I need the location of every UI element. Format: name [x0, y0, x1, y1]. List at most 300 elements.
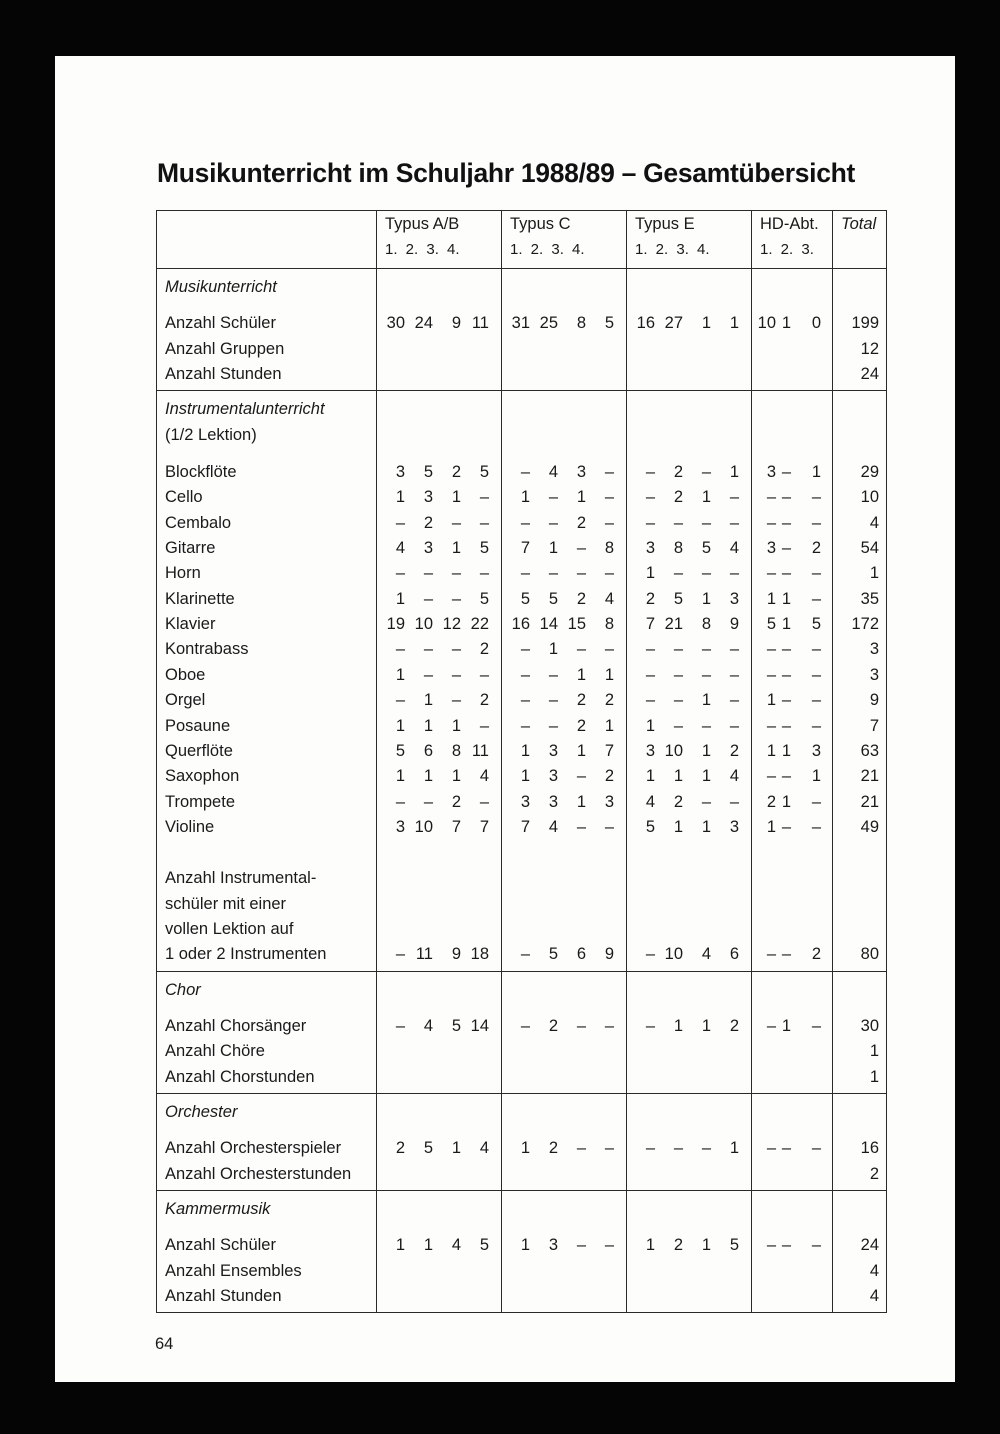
values-line	[752, 1284, 832, 1309]
values-line	[752, 1136, 832, 1161]
blank-line	[627, 978, 751, 1003]
value: –	[604, 513, 614, 532]
value: 3	[604, 792, 614, 811]
values-line	[627, 362, 751, 387]
label-cell	[157, 391, 377, 971]
value: –	[729, 716, 739, 735]
value: 3	[548, 767, 558, 786]
blank-line	[377, 892, 501, 917]
spacer	[157, 1309, 376, 1312]
value: –	[811, 665, 821, 684]
value: 4	[729, 539, 739, 558]
total-value: 16	[860, 1139, 879, 1158]
section-heading: Orchester	[165, 1102, 238, 1121]
value: 7	[520, 817, 530, 836]
summary-label-line: 1 oder 2 Instrumenten	[165, 945, 327, 964]
blank-line	[833, 1100, 886, 1125]
value: 5	[451, 1016, 461, 1035]
value: 11	[471, 741, 489, 760]
value: 2	[811, 539, 821, 558]
value: 3	[766, 539, 776, 558]
value: 10	[414, 817, 433, 836]
value: 18	[470, 945, 489, 964]
value: 10	[757, 314, 776, 333]
value: 4	[701, 945, 711, 964]
value: –	[604, 1236, 614, 1255]
value: –	[548, 513, 558, 532]
value: 1	[520, 488, 530, 507]
value: –	[604, 817, 614, 836]
value: –	[781, 564, 791, 583]
row-label: Trompete	[165, 792, 235, 811]
values-line	[377, 815, 501, 840]
value: –	[811, 817, 821, 836]
value: 30	[386, 314, 405, 333]
value: 7	[645, 615, 655, 634]
value: –	[781, 463, 791, 482]
blank-line	[502, 423, 626, 448]
row-label: Cembalo	[165, 513, 232, 532]
value: 27	[664, 314, 683, 333]
value: 9	[729, 615, 739, 634]
value: –	[548, 691, 558, 710]
value: 1	[548, 640, 558, 659]
row-label: Anzahl Schüler	[165, 314, 276, 333]
values-line	[627, 739, 751, 764]
values-cell-ab	[377, 1093, 502, 1190]
value: 16	[636, 314, 655, 333]
values-line	[377, 1065, 501, 1090]
section-heading: Chor	[165, 980, 201, 999]
row-label: Saxophon	[165, 767, 240, 786]
blank-line	[502, 892, 626, 917]
values-line	[377, 536, 501, 561]
row-label: Anzahl Gruppen	[165, 339, 285, 358]
value: –	[479, 564, 489, 583]
values-line	[377, 612, 501, 637]
value: 1	[645, 767, 655, 786]
value: 5	[811, 615, 821, 634]
value: 1	[520, 767, 530, 786]
value: –	[548, 564, 558, 583]
total-value: 54	[860, 539, 879, 558]
value: 5	[479, 539, 489, 558]
value: 1	[781, 741, 791, 760]
values-line	[627, 485, 751, 510]
spacer	[833, 1003, 886, 1014]
value: –	[701, 1139, 711, 1158]
page-number: 64	[155, 1335, 174, 1353]
value: –	[811, 691, 821, 710]
values-line	[627, 511, 751, 536]
total-value: 63	[860, 741, 879, 760]
blank-line	[502, 866, 626, 891]
blank-line	[752, 275, 832, 300]
section-heading: Instrumentalunterricht	[165, 400, 325, 419]
value: 5	[395, 741, 405, 760]
value: 5	[479, 1236, 489, 1255]
blank-line	[833, 423, 886, 448]
value: –	[729, 665, 739, 684]
value: –	[576, 564, 586, 583]
value: 3	[548, 1236, 558, 1255]
value: –	[701, 564, 711, 583]
spacer	[157, 1003, 376, 1014]
values-line	[377, 311, 501, 336]
value: –	[395, 640, 405, 659]
blank-line	[377, 423, 501, 448]
total-value: 30	[860, 1016, 879, 1035]
value: 2	[673, 488, 683, 507]
values-line	[502, 663, 626, 688]
header-typus-ab	[377, 211, 502, 269]
blank-line	[833, 275, 886, 300]
value: –	[576, 1139, 586, 1158]
spacer	[627, 300, 751, 311]
value: –	[811, 564, 821, 583]
blank-line	[377, 866, 501, 891]
value: 2	[451, 463, 461, 482]
values-cell-c	[502, 391, 627, 971]
values-line	[752, 942, 832, 967]
spacer	[502, 1125, 626, 1136]
value: –	[766, 488, 776, 507]
value: 4	[548, 463, 558, 482]
spacer	[833, 840, 886, 866]
values-line	[627, 1162, 751, 1187]
values-cell-hd	[752, 269, 833, 391]
spacer	[377, 840, 501, 866]
value: 1	[451, 488, 461, 507]
blank-line	[627, 275, 751, 300]
value: –	[811, 488, 821, 507]
values-line	[752, 1065, 832, 1090]
value: 10	[414, 615, 433, 634]
value: –	[811, 513, 821, 532]
value: –	[479, 792, 489, 811]
total-value: 3	[869, 640, 879, 659]
spacer	[377, 300, 501, 311]
value: –	[645, 665, 655, 684]
values-line	[627, 1284, 751, 1309]
value: –	[781, 691, 791, 710]
values-line	[502, 1284, 626, 1309]
group-name: Typus A/B	[385, 215, 460, 233]
value: 7	[520, 539, 530, 558]
value: 15	[567, 615, 586, 634]
value: 12	[442, 615, 461, 634]
value: 1	[645, 716, 655, 735]
value: –	[811, 792, 821, 811]
value: –	[781, 1139, 791, 1158]
value: 1	[604, 716, 614, 735]
value: –	[395, 691, 405, 710]
blank-line	[502, 397, 626, 422]
value: 8	[576, 314, 586, 333]
spacer	[833, 1309, 886, 1312]
row-label: Orgel	[165, 691, 206, 710]
blank-line	[833, 917, 886, 942]
value: –	[520, 1016, 530, 1035]
value: –	[701, 665, 711, 684]
values-line	[502, 561, 626, 586]
values-cell-e	[627, 391, 752, 971]
header-empty-cell	[157, 211, 377, 269]
value: 1	[781, 1016, 791, 1035]
value: –	[645, 463, 655, 482]
value: –	[479, 513, 489, 532]
row-label: Gitarre	[165, 539, 216, 558]
values-line	[377, 511, 501, 536]
value: 1	[701, 1236, 711, 1255]
value: 1	[395, 716, 405, 735]
value: –	[645, 1016, 655, 1035]
section-orchester	[157, 1093, 887, 1190]
value: –	[766, 564, 776, 583]
value: –	[781, 817, 791, 836]
blank-line	[752, 866, 832, 891]
value: 2	[576, 691, 586, 710]
value: –	[423, 564, 433, 583]
value: –	[673, 513, 683, 532]
values-line	[627, 688, 751, 713]
row-label: Anzahl Chöre	[165, 1042, 265, 1061]
value: 1	[766, 691, 776, 710]
value: –	[423, 792, 433, 811]
spacer	[627, 1125, 751, 1136]
values-line	[752, 739, 832, 764]
values-line	[377, 1039, 501, 1064]
value: –	[645, 513, 655, 532]
value: 2	[548, 1139, 558, 1158]
value: –	[729, 488, 739, 507]
spacer	[377, 1222, 501, 1233]
value: –	[766, 640, 776, 659]
value: 2	[576, 716, 586, 735]
values-line	[752, 587, 832, 612]
value: 2	[673, 1236, 683, 1255]
value: –	[548, 488, 558, 507]
blank-line	[752, 423, 832, 448]
spacer	[833, 1125, 886, 1136]
value: 1	[673, 767, 683, 786]
total-value: 24	[860, 1236, 879, 1255]
row-label: Violine	[165, 817, 215, 836]
total-value: 4	[869, 1261, 879, 1280]
value: –	[395, 564, 405, 583]
values-line	[502, 637, 626, 662]
spacer	[377, 1003, 501, 1014]
values-cell-hd	[752, 1093, 833, 1190]
values-cell-c	[502, 269, 627, 391]
value: 21	[664, 615, 683, 634]
value: –	[781, 1236, 791, 1255]
label-cell	[157, 971, 377, 1093]
blank-line	[833, 1197, 886, 1222]
total-value: 9	[869, 691, 879, 710]
value: 2	[451, 792, 461, 811]
spacer	[752, 1125, 832, 1136]
row-label: Posaune	[165, 716, 231, 735]
value: –	[548, 716, 558, 735]
value: 4	[451, 1236, 461, 1255]
value: –	[811, 1139, 821, 1158]
blank-line	[752, 892, 832, 917]
value: 1	[395, 589, 405, 608]
spacer	[752, 1003, 832, 1014]
value: 5	[479, 463, 489, 482]
value: –	[423, 640, 433, 659]
value: 5	[645, 817, 655, 836]
values-line	[377, 1233, 501, 1258]
values-line	[377, 764, 501, 789]
value: –	[673, 716, 683, 735]
values-line	[377, 663, 501, 688]
value: –	[729, 513, 739, 532]
spacer	[377, 448, 501, 460]
values-line	[377, 739, 501, 764]
value: –	[811, 640, 821, 659]
spacer	[157, 448, 376, 460]
value: –	[479, 716, 489, 735]
value: –	[781, 665, 791, 684]
value: 22	[470, 615, 489, 634]
values-line	[627, 337, 751, 362]
value: –	[673, 665, 683, 684]
value: 2	[548, 1016, 558, 1035]
value: 1	[604, 665, 614, 684]
blank-line	[377, 1100, 501, 1125]
row-label: Oboe	[165, 665, 206, 684]
row-label: Anzahl Orchesterstunden	[165, 1164, 352, 1183]
value: 2	[673, 463, 683, 482]
value: 16	[511, 615, 530, 634]
value: 4	[479, 767, 489, 786]
value: –	[520, 691, 530, 710]
value: 2	[604, 691, 614, 710]
total-value: 21	[860, 767, 879, 786]
value: –	[766, 1236, 776, 1255]
value: 2	[645, 589, 655, 608]
value: –	[451, 513, 461, 532]
value: 3	[645, 741, 655, 760]
value: 1	[701, 1016, 711, 1035]
values-line	[627, 1065, 751, 1090]
value: 2	[604, 767, 614, 786]
values-line	[377, 561, 501, 586]
header-typus-e	[627, 211, 752, 269]
value: 31	[511, 314, 530, 333]
value: –	[479, 488, 489, 507]
row-label: Klavier	[165, 615, 216, 634]
overview-table	[156, 210, 887, 1313]
value: 1	[766, 817, 776, 836]
value: –	[604, 564, 614, 583]
value: 1	[701, 741, 711, 760]
value: –	[395, 792, 405, 811]
values-line	[502, 612, 626, 637]
total-cell	[833, 269, 887, 391]
values-line	[627, 663, 751, 688]
label-cell	[157, 269, 377, 391]
value: 2	[479, 640, 489, 659]
value: –	[645, 640, 655, 659]
values-line	[627, 764, 751, 789]
value: 6	[423, 741, 433, 760]
values-line	[752, 460, 832, 485]
blank-line	[502, 275, 626, 300]
value: 3	[395, 463, 405, 482]
value: –	[781, 513, 791, 532]
value: –	[811, 716, 821, 735]
value: –	[451, 589, 461, 608]
value: –	[729, 640, 739, 659]
value: 1	[729, 314, 739, 333]
blank-line	[833, 866, 886, 891]
values-line	[502, 764, 626, 789]
value: 11	[471, 314, 489, 333]
value: 10	[664, 945, 683, 964]
value: –	[766, 945, 776, 964]
values-line	[502, 485, 626, 510]
group-name: Typus C	[510, 215, 571, 233]
values-line	[752, 764, 832, 789]
value: –	[451, 691, 461, 710]
values-line	[502, 942, 626, 967]
summary-label-line: vollen Lektion auf	[165, 919, 294, 938]
value: –	[673, 640, 683, 659]
blank-line	[752, 397, 832, 422]
value: 7	[451, 817, 461, 836]
total-value: 172	[851, 615, 879, 634]
value: 3	[729, 817, 739, 836]
section-heading: Musikunterricht	[165, 278, 277, 296]
value: –	[395, 1016, 405, 1035]
value: –	[673, 564, 683, 583]
values-line	[502, 337, 626, 362]
value: 8	[604, 615, 614, 634]
value: 1	[548, 539, 558, 558]
values-line	[752, 1162, 832, 1187]
total-value: 3	[869, 665, 879, 684]
value: 9	[604, 945, 614, 964]
blank-line	[377, 397, 501, 422]
values-line	[377, 688, 501, 713]
value: –	[729, 564, 739, 583]
value: 1	[395, 665, 405, 684]
values-line	[627, 815, 751, 840]
value: –	[576, 1016, 586, 1035]
total-value: 49	[860, 817, 879, 836]
value: 1	[673, 1016, 683, 1035]
value: 1	[781, 314, 791, 333]
value: 1	[701, 817, 711, 836]
value: 5	[479, 589, 489, 608]
spacer	[502, 300, 626, 311]
spacer	[502, 448, 626, 460]
total-cell	[833, 391, 887, 971]
spacer	[627, 448, 751, 460]
total-cell	[833, 1191, 887, 1313]
spacer	[502, 1222, 626, 1233]
values-line	[502, 587, 626, 612]
value: 5	[520, 589, 530, 608]
blank-line	[833, 978, 886, 1003]
value: –	[604, 640, 614, 659]
values-line	[752, 311, 832, 336]
values-line	[627, 460, 751, 485]
header-total	[833, 211, 887, 269]
